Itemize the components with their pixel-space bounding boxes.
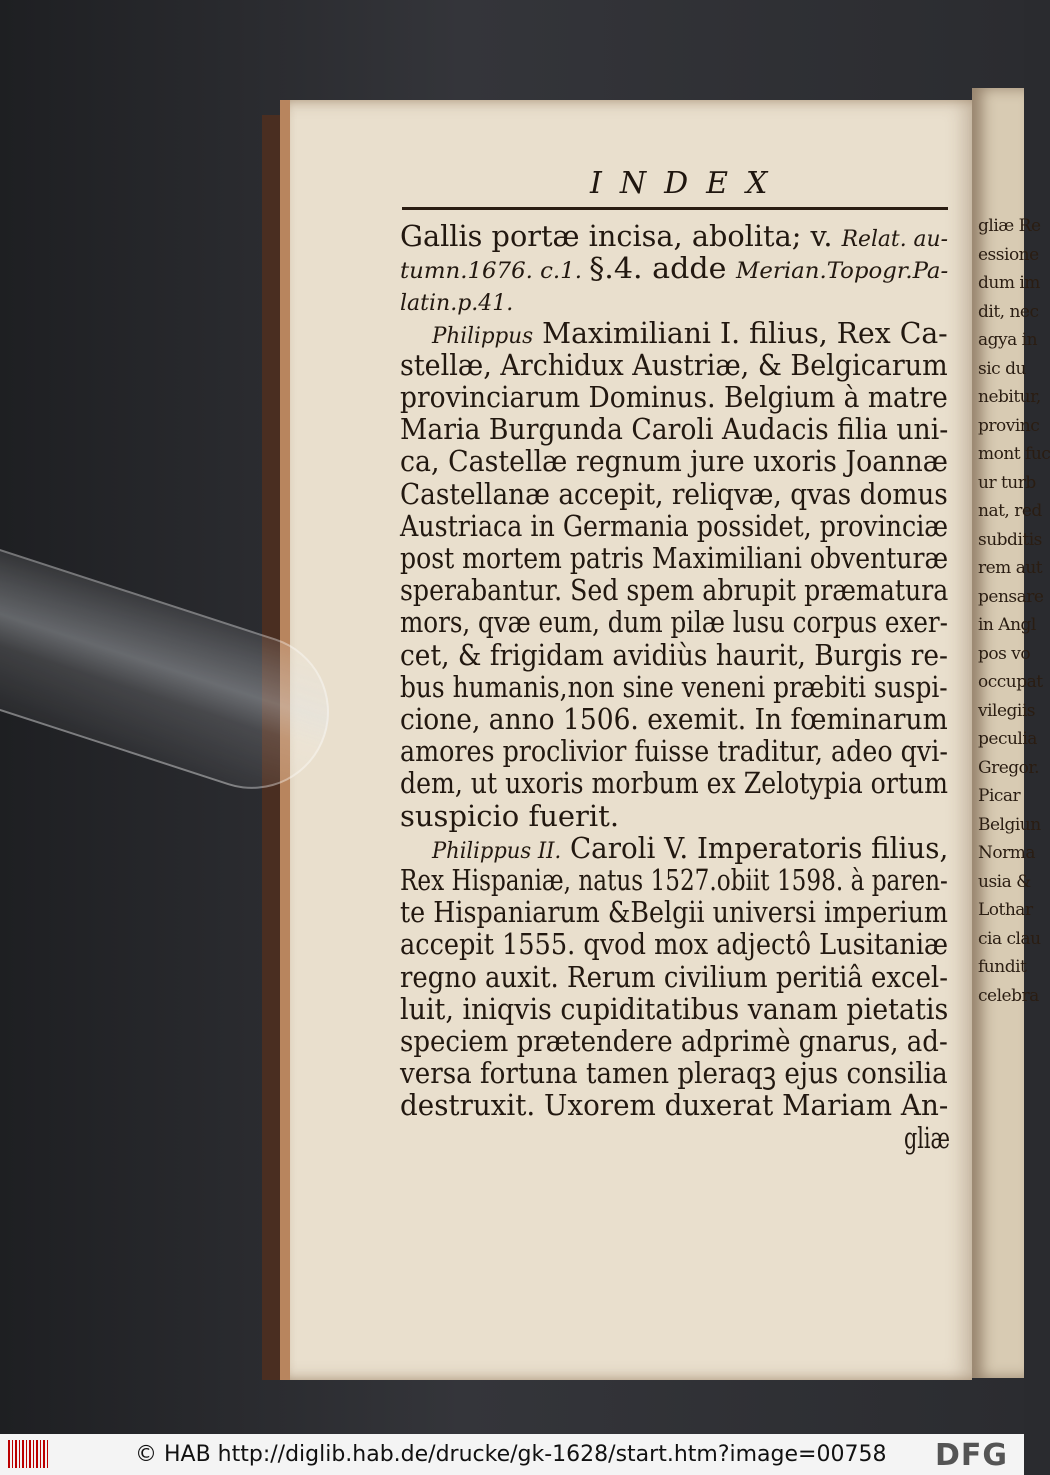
- text-run: post mortem patris Maximiliani obventuræ: [400, 541, 949, 575]
- text-run: ca, Castellæ regnum jure uxoris Joannæ: [400, 444, 949, 479]
- text-run: versa fortuna tamen pleraqꝫ ejus consilia: [400, 1056, 948, 1091]
- text-run: destruxit. Uxorem duxerat Mariam An-: [400, 1088, 949, 1123]
- text-line: [400, 702, 948, 736]
- header-rule: [402, 207, 948, 210]
- adjacent-page-fragment: fundit: [978, 957, 1027, 977]
- text-run: mors, qvæ eum, dum pilæ lusu corpus exer-: [400, 605, 948, 640]
- text-run: sperabantur. Sed spem abrupit præmatura: [400, 573, 949, 608]
- text-run: stellæ, Archidux Austriæ, & Belgicarum: [400, 347, 948, 382]
- text-run: provinciarum Dominus. Belgium à matre: [400, 380, 948, 414]
- adjacent-page-fragment: Lothar: [978, 900, 1033, 920]
- text-run: regno auxit. Rerum civilium peritiâ excel-: [400, 959, 949, 994]
- adjacent-page-fragment: Belgiun: [978, 814, 1041, 835]
- text-run: Austriaca in Germania possidet, provinciæ: [400, 508, 949, 543]
- copyright-link[interactable]: © HAB http://diglib.hab.de/drucke/gk-1628/start.htm?image=00758: [135, 1442, 887, 1467]
- text-run: cet, & frigidam avidiùs haurit, Burgis re-: [400, 637, 948, 672]
- adjacent-page-fragment: occupat: [978, 672, 1043, 692]
- adjacent-page-fragment: pensare: [978, 586, 1044, 607]
- text-run: gliæ: [904, 1120, 951, 1155]
- italic-run: Merian.Topogr.Pa-: [736, 259, 949, 285]
- text-line: [400, 1024, 948, 1058]
- adjacent-page-fragment: vilegiis: [978, 700, 1036, 721]
- adjacent-page-fragment: pos vo: [978, 643, 1031, 664]
- text-run: te Hispaniarum &Belgii universi imperium: [400, 895, 948, 930]
- text-line: [400, 508, 949, 543]
- text-line: [400, 251, 949, 286]
- text-run: Rex Hispaniæ, natus 1527.obiit 1598. à paren-: [400, 863, 948, 897]
- text-line: [400, 444, 949, 479]
- adjacent-page-fragment: usia &: [978, 871, 1031, 892]
- text-run: Maximiliani I. filius, Rex Ca-: [533, 315, 948, 350]
- text-line: [400, 798, 620, 833]
- adjacent-page-fragment: nat, red: [978, 501, 1042, 521]
- adjacent-page-fragment: in Angl: [978, 615, 1036, 635]
- text-line: [400, 734, 948, 769]
- text-line: [400, 991, 949, 1026]
- adjacent-page-fragment: dum im: [978, 273, 1040, 293]
- adjacent-page-fragment: Norma: [978, 843, 1035, 863]
- barcode-logo: [8, 1440, 48, 1468]
- text-line: [400, 573, 949, 608]
- text-line: [400, 541, 949, 575]
- dfg-logo: DFG: [935, 1438, 1009, 1473]
- text-run: Maria Burgunda Caroli Audacis filia uni-: [400, 412, 949, 447]
- text-run: Gallis portæ incisa, abolita; v.: [400, 219, 842, 253]
- adjacent-page-fragment: Picar: [978, 786, 1021, 806]
- text-line: [400, 766, 948, 801]
- text-line: [904, 1120, 951, 1155]
- adjacent-page-fragment: cia clau: [978, 928, 1041, 949]
- adjacent-page-fragment: peculia: [978, 729, 1037, 749]
- adjacent-page-fragment: sic du: [978, 358, 1026, 379]
- text-line: [432, 830, 949, 865]
- adjacent-page-fragment: agya in: [978, 330, 1038, 350]
- text-run: Caroli V. Imperatoris filius,: [561, 830, 949, 865]
- text-run: dem, ut uxoris morbum ex Zelotypia ortum: [400, 766, 948, 801]
- italic-run: latin.p.41.: [400, 291, 514, 317]
- text-line: [400, 1056, 948, 1091]
- text-line: [400, 347, 948, 382]
- adjacent-page-fragment: Gregor.: [978, 757, 1040, 778]
- adjacent-page-fragment: essione: [978, 244, 1039, 265]
- running-header: INDEX: [590, 166, 786, 201]
- text-line: [400, 927, 949, 962]
- adjacent-page-fragment: subditis: [978, 529, 1042, 550]
- adjacent-page-fragment: celebra: [978, 985, 1039, 1006]
- italic-run: tumn.1676. c.1.: [400, 259, 590, 285]
- text-line: [400, 219, 948, 253]
- text-run: cione, anno 1506. exemit. In fœminarum: [400, 702, 948, 736]
- text-run: accepit 1555. qvod mox adjectô Lusitaniæ: [400, 927, 949, 962]
- text-line: [400, 1088, 949, 1123]
- text-line: [400, 959, 949, 994]
- text-run: luit, iniqvis cupiditatibus vanam pietatis: [400, 991, 949, 1026]
- adjacent-page-fragment: mont fuc: [978, 444, 1050, 464]
- italic-run: Philippus II.: [432, 838, 562, 864]
- adjacent-page-fragment: provinc: [978, 415, 1040, 436]
- adjacent-page: [972, 88, 1050, 1378]
- text-run: suspicio fuerit.: [400, 798, 620, 833]
- text-run: speciem prætendere adprimè gnarus, ad-: [400, 1024, 948, 1058]
- text-line: [400, 412, 949, 447]
- viewer-footer: [0, 1434, 1024, 1475]
- text-line: [400, 380, 948, 414]
- italic-run: Relat. au-: [841, 227, 948, 252]
- text-line: [400, 863, 948, 897]
- text-line: [400, 669, 948, 704]
- adjacent-page-fragment: nebitur,: [978, 387, 1041, 407]
- text-line: [400, 895, 948, 930]
- text-run: Castellanæ accepit, reliqvæ, qvas domus: [400, 476, 948, 511]
- adjacent-page-fragment: dit, nec: [978, 301, 1039, 322]
- adjacent-page-fragment: rem aut: [978, 558, 1043, 578]
- adjacent-page-fragment: ur turb: [978, 472, 1036, 493]
- text-run: §.4. adde: [589, 251, 737, 286]
- text-line: [400, 605, 948, 640]
- italic-run: Philippus: [432, 323, 534, 349]
- text-run: bus humanis,non sine veneni præbiti suspi-: [400, 669, 948, 704]
- text-line: [400, 476, 948, 511]
- adjacent-page-fragment: gliæ Re: [978, 216, 1041, 236]
- text-line: [432, 315, 948, 350]
- text-run: amores proclivior fuisse traditur, adeo qvi-: [400, 734, 948, 769]
- text-line: [400, 286, 513, 315]
- text-line: [400, 637, 948, 672]
